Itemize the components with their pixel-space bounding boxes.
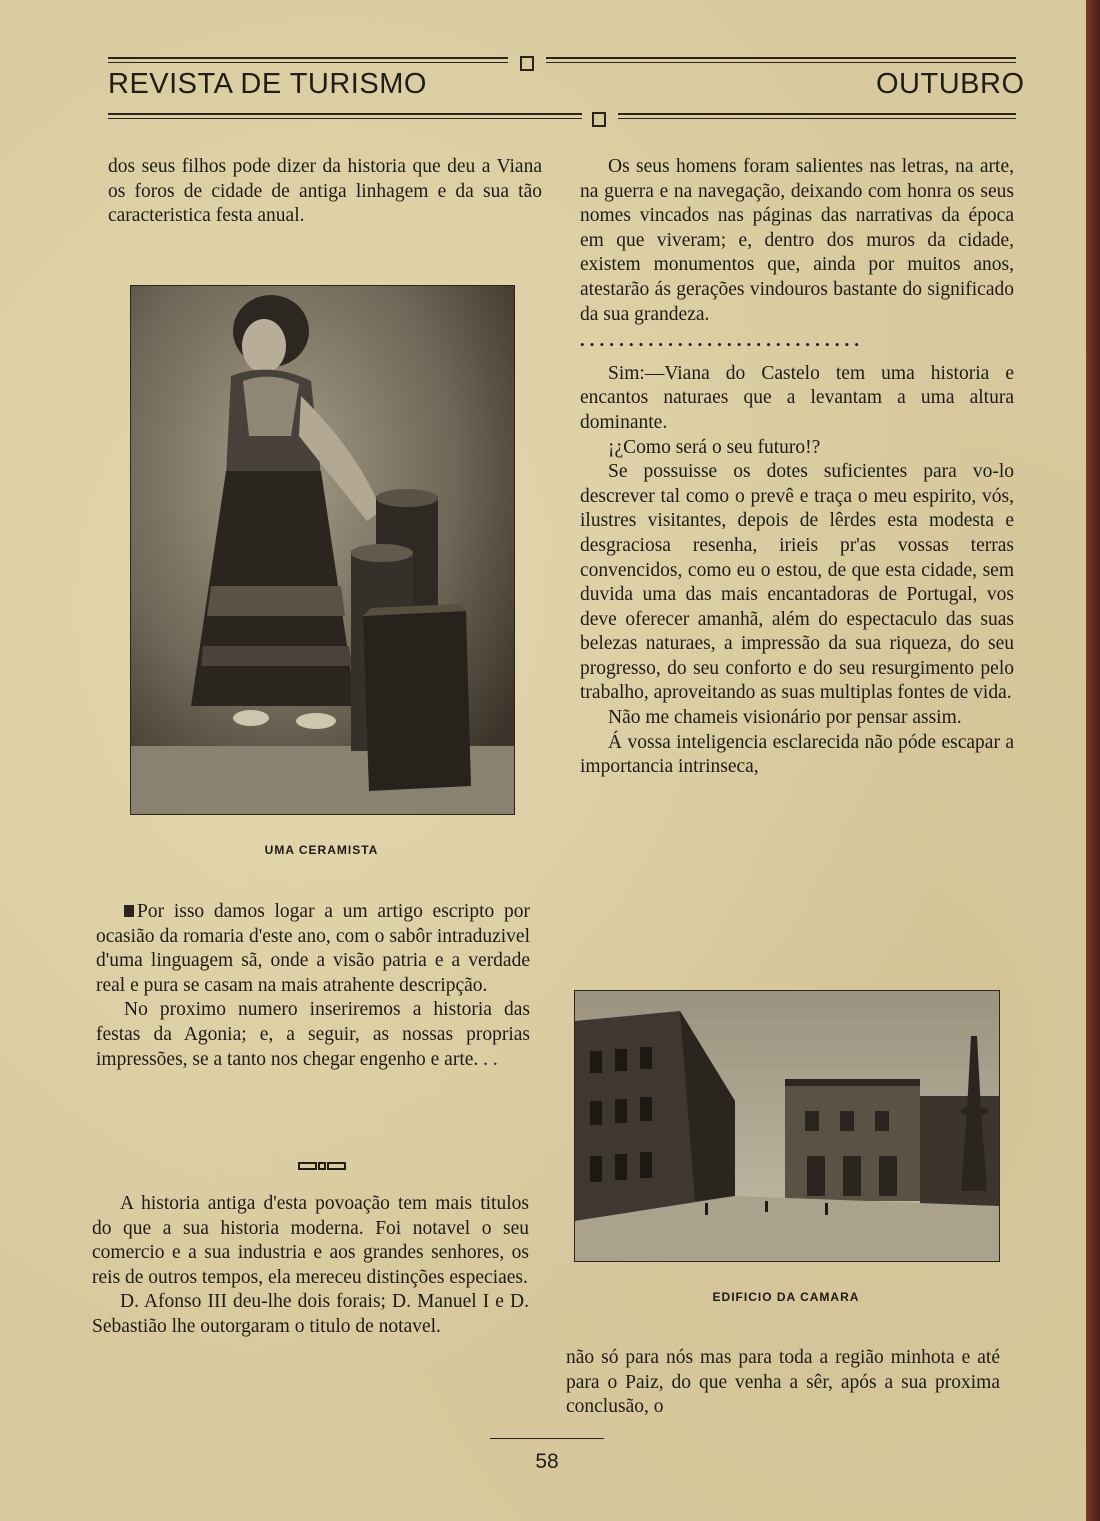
town-hall-photo-illustration <box>575 991 999 1261</box>
paragraph: Os seus homens foram salientes nas letras, na arte, na guerra e na navegação, deixando com honra os seus nomes vincados nas páginas das narrativas da época em que viveram; e, dentro dos muros da cidade, existem monumentos que, ainda por muitos anos, atestarão ás gerações vindouros bastante do significado da sua grandeza. <box>580 156 1014 325</box>
header-rule-bottom-left <box>108 113 582 121</box>
photo-ceramist <box>130 285 515 815</box>
paragraph: Á vossa inteligencia esclarecida não póde escapar a importancia intrinseca, <box>580 731 1014 778</box>
photo-town-hall <box>574 990 1000 1262</box>
photo-caption-ceramist: UMA CERAMISTA <box>264 843 379 857</box>
header-rule-top-left <box>108 57 508 65</box>
ceramist-photo-illustration <box>131 286 514 814</box>
paragraph: A historia antiga d'esta povoação tem mais titulos do que a sua historia moderna. Foi notavel o seu comercio e a sua industria e aos grandes senhores, os reis de outros tempos, ela mereceu distinções especiaes. <box>92 1193 529 1288</box>
right-column-top-text <box>580 155 1014 780</box>
paragraph-mark-icon <box>124 905 134 917</box>
paragraph <box>96 900 530 998</box>
left-column-bottom-text <box>92 1192 529 1340</box>
header-square-ornament-bottom <box>592 112 606 127</box>
paragraph: Se possuisse os dotes suficientes para vo-lo descrever tal como o prevê e traça o meu espirito, vós, ilustres visitantes, depois de lêrdes esta modesta e desgraciosa resenha, irieis pr'as vossas terras convencidos, como eu o estou, de que esta cidade, sem duvida uma das mais encantadoras de Portugal, vos deve oferecer amanhã, além do espectaculo das suas belezas naturaes, a impressão da sua riqueza, do seu progresso, do seu conforto e do seu resurgimento pelo trabalho, aproveitando as suas multiplas fontes de vida. <box>580 461 1014 704</box>
paragraph: Não me chameis visionário por pensar assim. <box>608 707 962 729</box>
footer-rule <box>490 1438 604 1439</box>
header-month: OUTUBRO <box>876 68 1025 100</box>
header-square-ornament-top <box>520 56 534 71</box>
page-binding-edge <box>1086 0 1100 1521</box>
paragraph: No proximo numero inseriremos a historia das festas da Agonia; e, a seguir, as nossas proprias impressões, se a tanto nos chegar engenho e arte. . . <box>96 999 530 1070</box>
paragraph-text: Por isso damos logar a um artigo escripto por ocasião da romaria d'este ano, com o sabôr intraduzivel d'uma linguagem sã, onde a visão patria e a verdade real e pura se casam na mais atrahente descripção. <box>96 901 530 996</box>
header-rule-bottom-right <box>618 113 1016 121</box>
left-column-top-text <box>108 155 542 229</box>
header-rule-top-right <box>546 57 1016 65</box>
left-column-middle-text <box>96 900 530 1072</box>
paragraph: dos seus filhos pode dizer da historia que deu a Viana os foros de cidade de antiga linhagem e da sua tão caracteristica festa anual. <box>108 156 542 227</box>
paragraph: D. Afonso III deu-lhe dois forais; D. Manuel I e D. Sebastião lhe outorgaram o titulo de notavel. <box>92 1291 529 1337</box>
photo-caption-town-hall: EDIFICIO DA CAMARA <box>712 1290 860 1304</box>
paragraph: ¡¿Como será o seu futuro!? <box>608 436 821 458</box>
paragraph: Sim:—Viana do Castelo tem uma historia e encantos naturaes que a levantam a uma altura dominante. <box>580 362 1014 433</box>
ellipsis-dots-row: • • • • • • • • • • • • • • • • • • • • • • • • • • • • • <box>580 337 860 353</box>
right-column-bottom-text <box>566 1346 1000 1420</box>
paragraph: não só para nós mas para toda a região minhota e até para o Paiz, do que venha a sêr, após a sua proxima conclusão, o <box>566 1347 1000 1418</box>
section-divider-ornament <box>298 1160 346 1172</box>
header-magazine-title: REVISTA DE TURISMO <box>108 68 427 100</box>
page-number: 58 <box>535 1450 559 1473</box>
